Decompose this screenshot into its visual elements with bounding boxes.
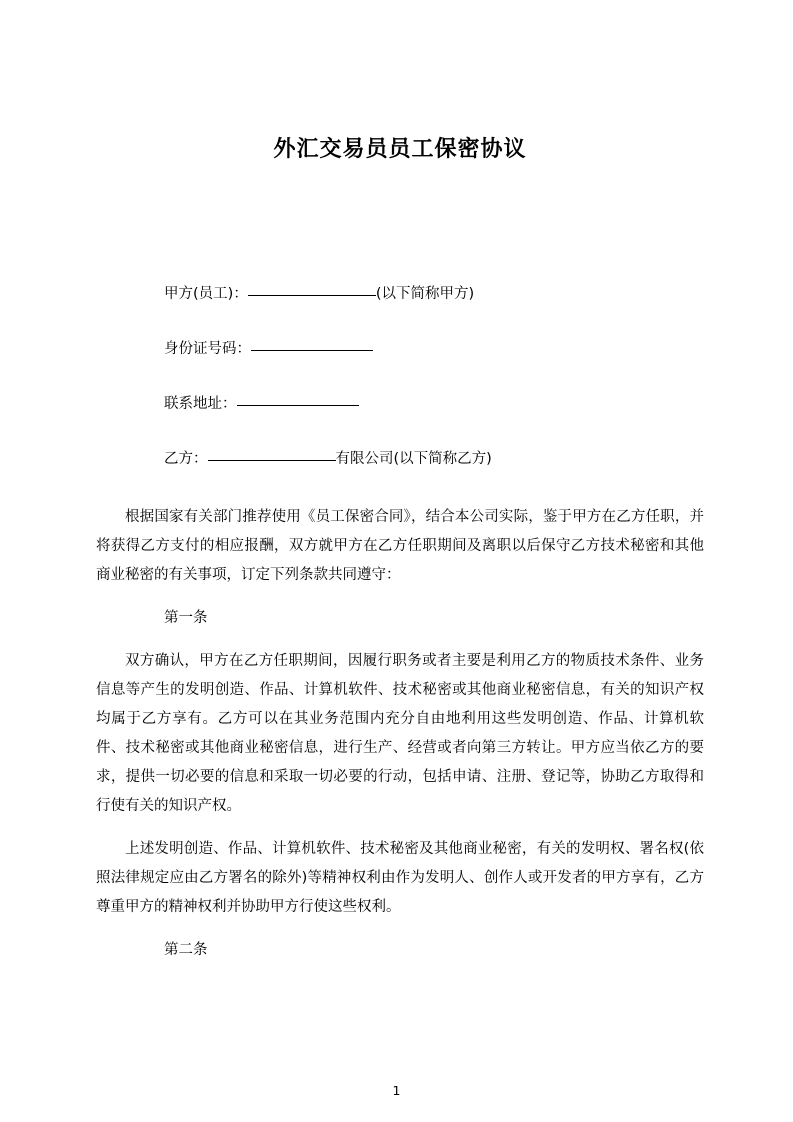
paragraph-preamble: 根据国家有关部门推荐使用《员工保密合同》，结合本公司实际，鉴于甲方在乙方任职，并将获得乙方支付的相应报酬，双方就甲方在乙方任职期间及离职以后保守乙方技术秘密和其他商业秘密的有关事项，订定下列条款共同遵守：	[96, 509, 704, 583]
fill-in-blank-id-number[interactable]	[251, 350, 373, 351]
party-suffix-company: 有限公司(以下简称乙方)	[335, 451, 492, 467]
party-line-employee	[96, 283, 704, 305]
page-title: 外汇交易员员工保密协议	[273, 137, 527, 162]
party-line-company	[96, 448, 704, 470]
fill-in-blank-company[interactable]	[208, 460, 336, 461]
party-line-address	[96, 393, 704, 415]
fill-in-blank-employee[interactable]	[248, 295, 376, 296]
fill-in-blank-address[interactable]	[237, 405, 359, 406]
party-label-address: 联系地址：	[164, 396, 237, 412]
party-label-employee: 甲方(员工)：	[164, 286, 248, 302]
party-label-company: 乙方：	[164, 451, 208, 467]
paragraph-clause-one-first: 双方确认，甲方在乙方任职期间，因履行职务或者主要是利用乙方的物质技术条件、业务信息等产生的发明创造、作品、计算机软件、技术秘密或其他商业秘密信息，有关的知识产权均属于乙方享有。乙方可以在其业务范围内充分自由地利用这些发明创造、作品、计算机软件、技术秘密或其他商业秘密信息，进行生产、经营或者向第三方转让。甲方应当依乙方的要求，提供一切必要的信息和采取一切必要的行动，包括申请、注册、登记等，协助乙方取得和行使有关的知识产权。	[96, 653, 704, 814]
party-information-block	[96, 283, 704, 470]
party-line-id-number	[96, 338, 704, 360]
clause-heading-two: 第二条	[164, 942, 208, 958]
clause-heading-one: 第一条	[164, 610, 208, 626]
party-suffix-employee: (以下简称甲方)	[375, 286, 475, 302]
party-label-id-number: 身份证号码：	[164, 341, 251, 357]
page-number: 1	[392, 1083, 401, 1098]
document-content	[96, 0, 704, 979]
paragraph-clause-one-second: 上述发明创造、作品、计算机软件、技术秘密及其他商业秘密，有关的发明权、署名权(依照法律规定应由乙方署名的除外)等精神权利由作为发明人、创作人或开发者的甲方享有，乙方尊重甲方的精神权利并协助甲方行使这些权利。	[96, 841, 704, 915]
